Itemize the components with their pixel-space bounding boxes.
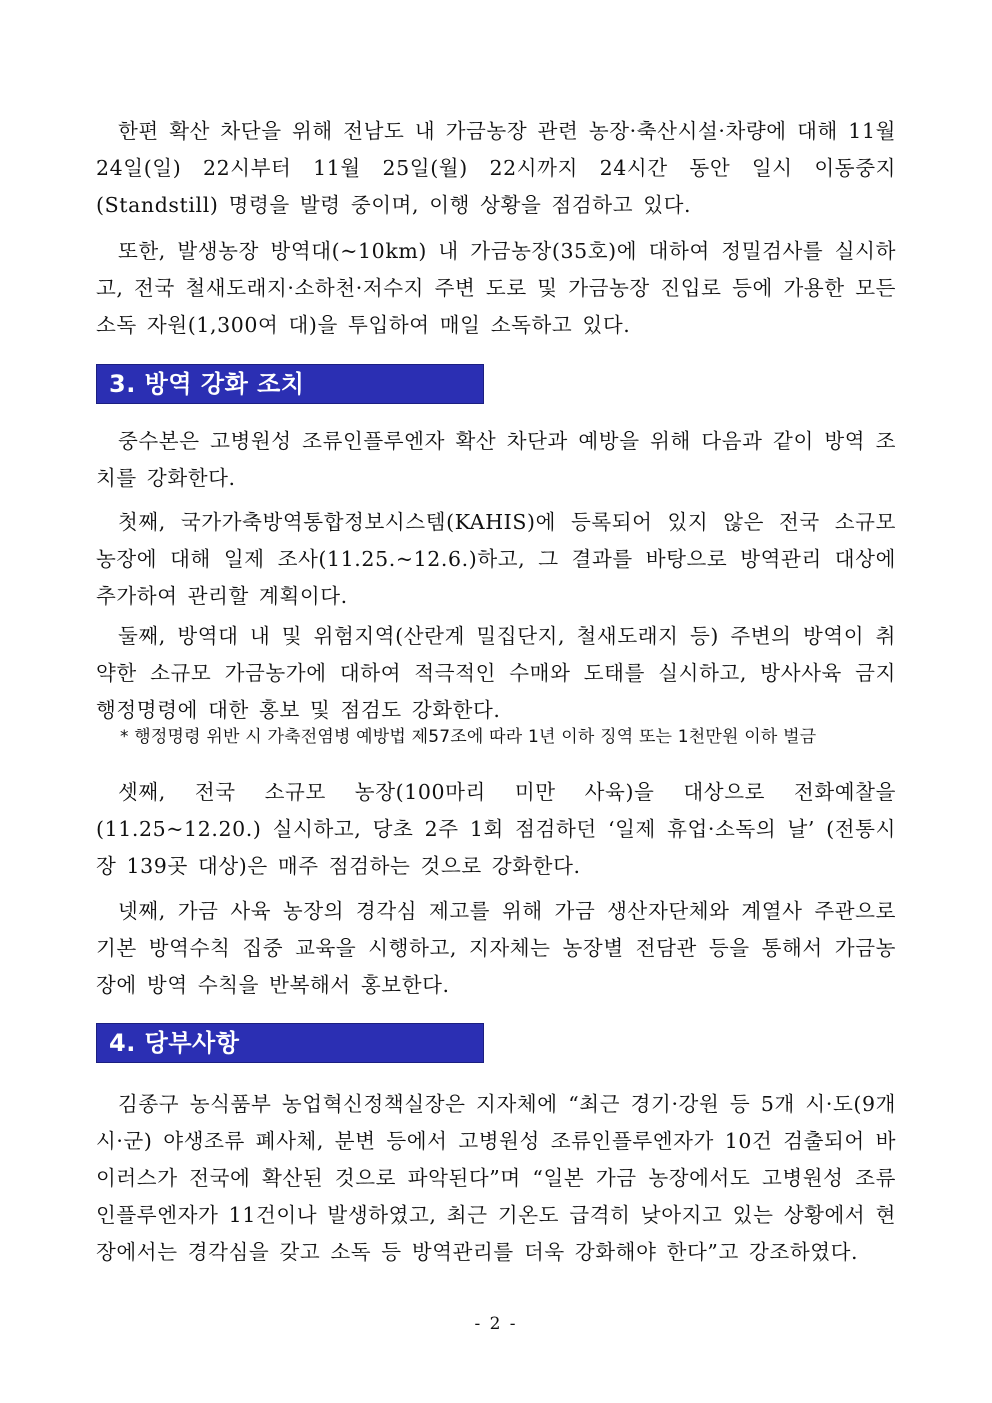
section-heading-4 [96, 1023, 484, 1063]
paragraph-second-measure: 둘째, 방역대 내 및 위험지역(산란계 밀집단지, 철새도래지 등) 주변의 방역이 취약한 소규모 가금농가에 대하여 적극적인 수매와 도태를 실시하고, 방사사육 금지 행정명령에 대한 홍보 및 점검도 강화한다. [96, 624, 896, 722]
paragraph-fourth-measure: 넷째, 가금 사육 농장의 경각심 제고를 위해 가금 생산자단체와 계열사 주관으로 기본 방역수칙 집중 교육을 시행하고, 지자체는 농장별 전담관 등을 통해서 가금농장에 방역 수칙을 반복해서 홍보한다. [96, 899, 896, 997]
paragraph-third-measure: 셋째, 전국 소규모 농장(100마리 미만 사육)을 대상으로 전화예찰을 (11.25~12.20.) 실시하고, 당초 2주 1회 점검하던 ‘일제 휴업·소독의 날’ (전통시장 139곳 대상)은 매주 점검하는 것으로 강화한다. [96, 780, 896, 878]
paragraph-disinfection: 또한, 발생농장 방역대(~10km) 내 가금농장(35호)에 대하여 정밀검사를 실시하고, 전국 철새도래지·소하천·저수지 주변 도로 및 가금농장 진입로 등에 가용한 모든 소독 자원(1,300여 대)을 투입하여 매일 소독하고 있다. [96, 239, 896, 337]
page-number: - 2 - [474, 1314, 518, 1334]
footnote-penalty: * 행정명령 위반 시 가축전염병 예방법 제57조에 따라 1년 이하 징역 또는 1천만원 이하 벌금 [120, 727, 817, 747]
paragraph-first-measure: 첫째, 국가가축방역통합정보시스템(KAHIS)에 등록되어 있지 않은 전국 소규모 농장에 대해 일제 조사(11.25.~12.6.)하고, 그 결과를 바탕으로 방역관리 대상에 추가하여 관리할 계획이다. [96, 510, 896, 608]
paragraph-measures-intro: 중수본은 고병원성 조류인플루엔자 확산 차단과 예방을 위해 다음과 같이 방역 조치를 강화한다. [96, 429, 896, 490]
section-heading-3 [96, 364, 484, 404]
section-heading-4-label: 4. 당부사항 [109, 1029, 240, 1057]
paragraph-official-statement: 김종구 농식품부 농업혁신정책실장은 지자체에 “최근 경기·강원 등 5개 시·도(9개 시·군) 야생조류 폐사체, 분변 등에서 고병원성 조류인플루엔자가 10건 검출되어 바이러스가 전국에 확산된 것으로 파악된다”며 “일본 가금 농장에서도 고병원성 조류인플루엔자가 11건이나 발생하였고, 최근 기온도 급격히 낮아지고 있는 상황에서 현장에서는 경각심을 갖고 소독 등 방역관리를 더욱 강화해야 한다”고 강조하였다. [96, 1092, 896, 1264]
paragraph-standstill-order: 한편 확산 차단을 위해 전남도 내 가금농장 관련 농장·축산시설·차량에 대해 11월 24일(일) 22시부터 11월 25일(월) 22시까지 24시간 동안 일시 이동중지(Standstill) 명령을 발령 중이며, 이행 상황을 점검하고 있다. [96, 119, 896, 217]
section-heading-3-label: 3. 방역 강화 조치 [109, 370, 305, 398]
